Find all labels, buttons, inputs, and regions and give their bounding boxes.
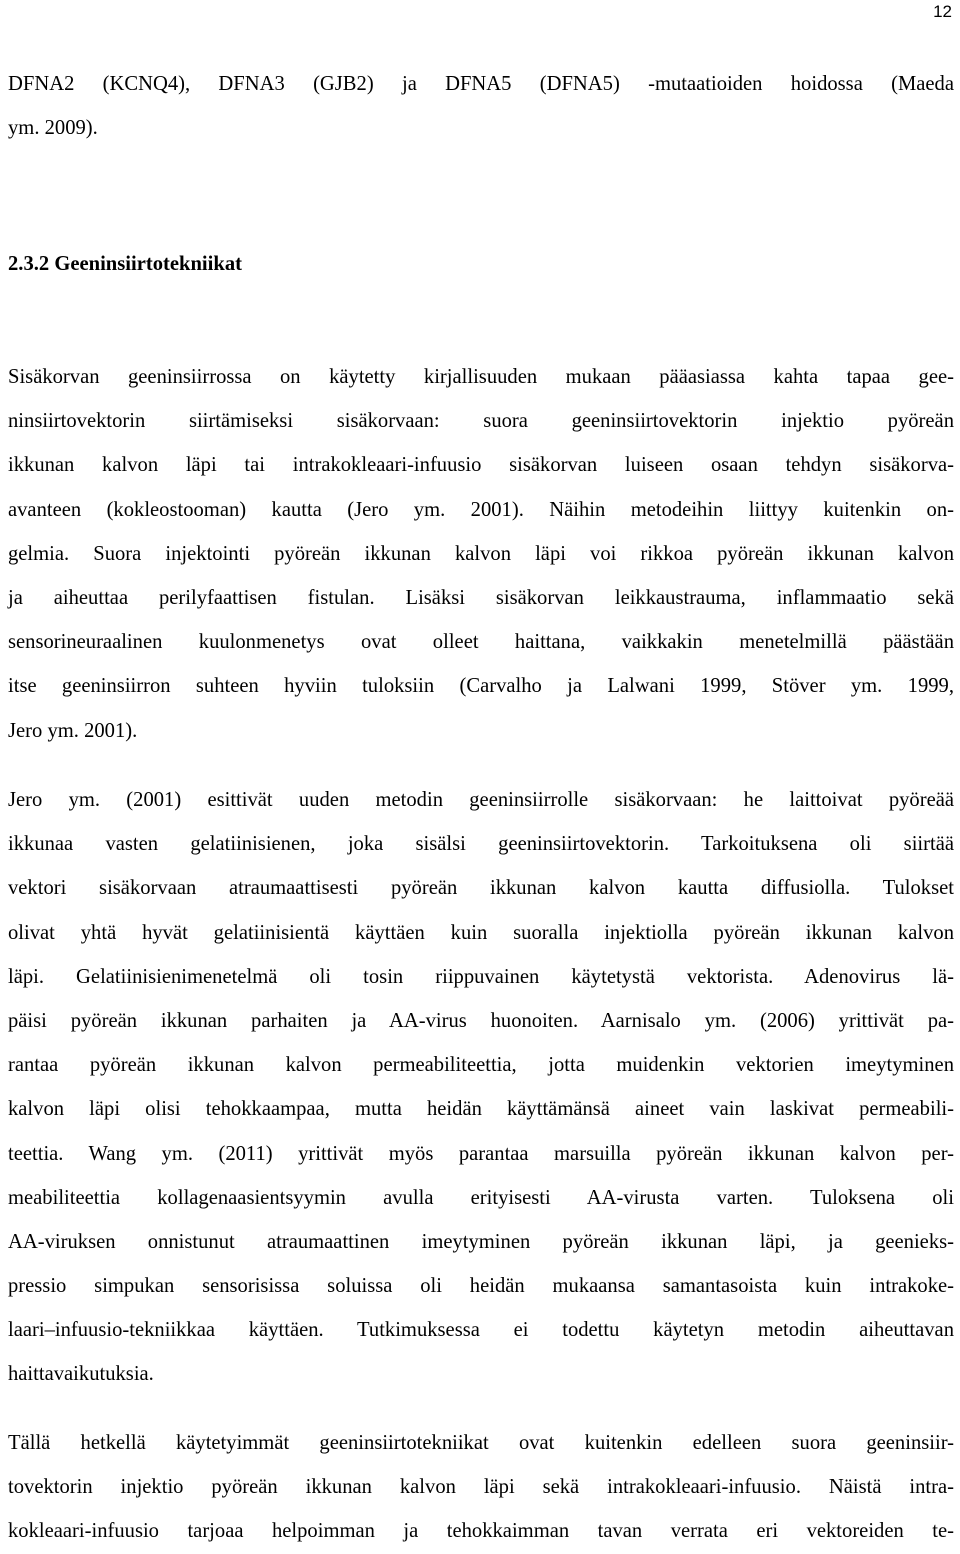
text-line: avanteen (kokleostooman) kautta (Jero ym. 2001). Näihin metodeihin liittyy kuitenkin on-	[8, 498, 954, 521]
text-line: ym. 2009).	[8, 117, 98, 140]
text-line: Jero ym. 2001).	[8, 719, 138, 742]
text-line: pressio simpukan sensorisissa soluissa oli heidän mukaansa samantasoista kuin intrakoke-	[8, 1275, 954, 1298]
paragraph-1	[8, 355, 954, 753]
text-line: laari–infuusio-tekniikkaa käyttäen. Tutkimuksessa ei todettu käytetyn metodin aiheuttavan	[8, 1319, 954, 1342]
text-line: Tällä hetkellä käytetyimmät geeninsiirtotekniikat ovat kuitenkin edelleen suora geeninsiir-	[8, 1432, 954, 1454]
text-line: AA-viruksen onnistunut atraumaattinen imeytyminen pyöreän ikkunan läpi, ja geenieks-	[8, 1230, 954, 1253]
paragraph-3	[8, 1421, 954, 1554]
text-line: kalvon läpi olisi tehokkaampaa, mutta heidän käyttämänsä aineet vain laskivat permeabili-	[8, 1098, 954, 1121]
text-line: Jero ym. (2001) esittivät uuden metodin geeninsiirrolle sisäkorvaan: he laittoivat pyöreää	[8, 789, 954, 811]
text-line: ja aiheuttaa perilyfaattisen fistulan. Lisäksi sisäkorvan leikkaustrauma, inflammaatio sekä	[8, 586, 954, 609]
text-line: vektori sisäkorvaan atraumaattisesti pyöreän ikkunan kalvon kautta diffusiolla. Tulokset	[8, 877, 954, 900]
text-line: Sisäkorvan geeninsiirrossa on käytetty kirjallisuuden mukaan pääasiassa kahta tapaa gee-	[8, 366, 954, 388]
text-line: gelmia. Suora injektointi pyöreän ikkunan kalvon läpi voi rikkoa pyöreän ikkunan kalvon	[8, 542, 954, 565]
text-line: olivat yhtä hyvät gelatiinisientä käyttäen kuin suoralla injektiolla pyöreän ikkunan kalvon	[8, 921, 954, 944]
section-heading: 2.3.2 Geeninsiirtotekniikat	[8, 253, 242, 275]
text-line: läpi. Gelatiinisienimenetelmä oli tosin riippuvainen käytetystä vektorista. Adenovirus lä-	[8, 965, 954, 988]
text-line: sensorineuraalinen kuulonmenetys ovat olleet haittana, vaikkakin menetelmillä päästään	[8, 631, 954, 654]
text-line: kokleaari-infuusio tarjoaa helpoimman ja tehokkaimman tavan verrata eri vektoreiden te-	[8, 1520, 954, 1543]
intro-paragraph	[8, 62, 954, 150]
page-number: 12	[933, 2, 952, 21]
text-line: tovektorin injektio pyöreän ikkunan kalvon läpi sekä intrakokleaari-infuusio. Näistä intra-	[8, 1476, 954, 1499]
text-line: teettia. Wang ym. (2011) yrittivät myös parantaa marsuilla pyöreän ikkunan kalvon per-	[8, 1142, 954, 1165]
text-line: ikkunaa vasten gelatiinisienen, joka sisälsi geeninsiirtovektorin. Tarkoituksena oli siirtää	[8, 833, 954, 856]
text-line: meabiliteettia kollagenaasientsyymin avulla erityisesti AA-virusta varten. Tuloksena oli	[8, 1186, 954, 1209]
text-line: ninsiirtovektorin siirtämiseksi sisäkorvaan: suora geeninsiirtovektorin injektio pyöreän	[8, 410, 954, 433]
text-line: päisi pyöreän ikkunan parhaiten ja AA-virus huonoiten. Aarnisalo ym. (2006) yrittivät pa-	[8, 1009, 954, 1032]
text-line: haittavaikutuksia.	[8, 1363, 154, 1386]
text-line: itse geeninsiirron suhteen hyviin tuloksiin (Carvalho ja Lalwani 1999, Stöver ym. 1999,	[8, 675, 954, 698]
text-line: rantaa pyöreän ikkunan kalvon permeabiliteettia, jotta muidenkin vektorien imeytyminen	[8, 1054, 954, 1077]
text-line: ikkunan kalvon läpi tai intrakokleaari-infuusio sisäkorvan luiseen osaan tehdyn sisäkorva-	[8, 454, 954, 477]
text-line: DFNA2 (KCNQ4), DFNA3 (GJB2) ja DFNA5 (DFNA5) -mutaatioiden hoidossa (Maeda	[8, 73, 954, 95]
paragraph-2	[8, 778, 954, 1397]
